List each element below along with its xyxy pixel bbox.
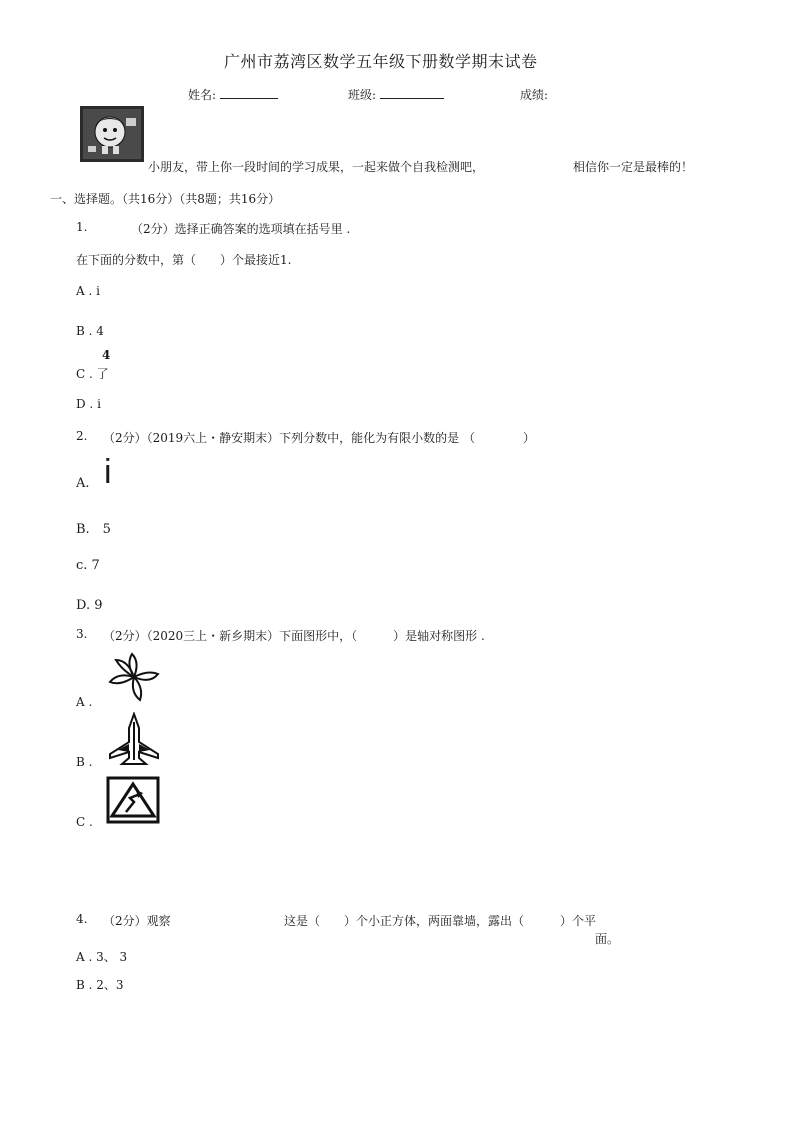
q4-number: 4.: [76, 912, 88, 926]
q4-part1: （2分）观察: [103, 914, 171, 928]
q2-option-a-value: i: [104, 453, 112, 491]
score-label: 成绩:: [520, 88, 549, 102]
q1-option-c-superscript: 4: [102, 348, 111, 362]
name-field: [188, 86, 278, 103]
q4-option-a: A . 3、 3: [76, 950, 128, 964]
q4-option-b: B . 2、3: [76, 978, 124, 992]
q1-option-b: B . 4: [76, 324, 104, 338]
q3-option-b: B .: [76, 755, 93, 769]
class-field: [348, 86, 444, 103]
name-label: 姓名:: [188, 88, 217, 102]
q2-option-a-label: A.: [76, 476, 90, 491]
q1-score: （2分）选择正确答案的选项填在括号里 .: [131, 222, 351, 236]
section-heading: 一、选择题。（共16分）（共8题；共16分）: [50, 192, 281, 206]
q3-number: 3.: [76, 627, 88, 641]
q1-option-a: A . i: [76, 284, 100, 298]
page-title: 广州市荔湾区数学五年级下册数学期末试卷: [224, 52, 538, 71]
q2-option-c: c. 7: [76, 558, 100, 573]
q3-option-a: A .: [76, 695, 93, 709]
class-label: 班级:: [348, 88, 377, 102]
class-blank: [380, 86, 444, 99]
q2-text: （2分）（2019六上・静安期末）下列分数中，能化为有限小数的是 （ ）: [103, 431, 535, 445]
intro-left: 小朋友，带上你一段时间的学习成果，一起来做个自我检测吧，: [148, 160, 485, 174]
q2-option-d: D. 9: [76, 598, 103, 613]
q1-option-c: C . 了: [76, 367, 109, 381]
score-field: [520, 86, 548, 103]
name-blank: [220, 86, 278, 99]
q1-option-d: D . i: [76, 397, 101, 411]
q1-number: 1.: [76, 220, 88, 234]
intro-right: 相信你一定是最棒的！: [573, 160, 694, 174]
mascot-illustration: [80, 106, 144, 162]
q3-option-c: C .: [76, 815, 93, 829]
q3-text: （2分）（2020三上・新乡期末）下面图形中，（ ）是轴对称图形 .: [103, 629, 485, 643]
q1-stem: 在下面的分数中，第（ ）个最接近1.: [76, 253, 292, 267]
jet-plane-figure: [106, 712, 162, 766]
q2-number: 2.: [76, 429, 88, 443]
q2-option-b: B. 5: [76, 522, 111, 537]
q4-part2: 这是（ ）个小正方体，两面靠墙，露出（ ）个平: [284, 914, 597, 928]
flower-pinwheel-figure: [106, 652, 162, 702]
q4-part3: 面。: [595, 932, 620, 946]
road-sign-figure: [106, 776, 160, 824]
